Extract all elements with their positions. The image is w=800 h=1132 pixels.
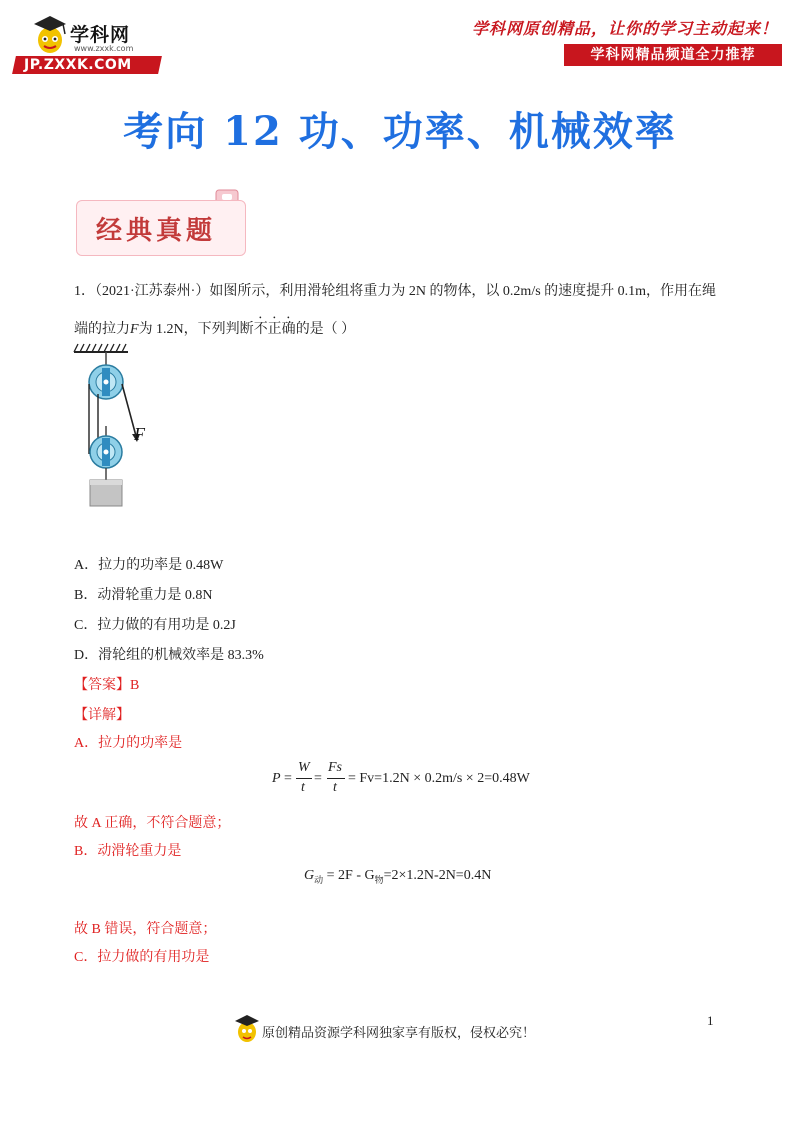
detail-b-conclusion: 故 B 错误，符合题意； xyxy=(74,922,217,937)
question-source: （2021·江苏泰州·） xyxy=(95,284,210,299)
formula-eq1: = xyxy=(284,771,292,786)
formula-sub-dong: 动 xyxy=(314,874,324,885)
question-text-2a: 端的拉力 xyxy=(74,322,130,337)
formula-p: P xyxy=(272,771,281,786)
question-number: 1． xyxy=(74,284,95,299)
option-d: D．滑轮组的机械效率是 83.3% xyxy=(74,648,264,663)
option-c: C．拉力做的有用功是 0.2J xyxy=(74,618,236,633)
formula-b-rest: =2×1.2N-2N=0.4N xyxy=(383,868,492,883)
question-line-1 xyxy=(74,282,744,302)
detail-a-conclusion: 故 A 正确，不符合题意； xyxy=(74,816,231,831)
formula-power xyxy=(272,760,572,800)
question-text-2b: 为 1.2N，下列判断 xyxy=(138,322,254,337)
mascot-icon xyxy=(30,14,70,56)
fraction-bar-1 xyxy=(296,778,312,779)
logo-banner-text: JP.ZXXK.COM xyxy=(24,57,132,73)
site-logo[interactable] xyxy=(14,12,164,76)
formula-fs: Fs xyxy=(328,760,342,775)
page-number: 1 xyxy=(707,1013,714,1028)
header-slogan: 学科网原创精品，让你的学习主动起来！ xyxy=(471,19,778,38)
pulley-figure xyxy=(70,342,170,512)
emphasized-text: 不正确 xyxy=(253,322,296,337)
answer-label: 【答案】 xyxy=(74,678,130,693)
formula-t2: t xyxy=(333,780,337,795)
formula-t1: t xyxy=(301,780,305,795)
answer-value: B xyxy=(130,678,140,693)
footer-copyright: 原创精品资源学科网独家享有版权，侵权必究！ xyxy=(262,1026,536,1041)
answer-line xyxy=(74,676,139,696)
question-text-2c: 的是（ ） xyxy=(295,322,356,337)
detail-label: 【详解】 xyxy=(74,708,130,723)
question-text-1: 如图所示，利用滑轮组将重力为 2N 的物体，以 0.2m/s 的速度提升 0.1m，作用在绳 xyxy=(209,284,717,299)
detail-c-intro: C．拉力做的有用功是 xyxy=(74,950,210,965)
force-label: F xyxy=(134,424,145,444)
formula-a-rest: = Fv=1.2N × 0.2m/s × 2=0.48W xyxy=(348,771,530,786)
formula-gravity xyxy=(304,868,544,894)
formula-eq2: = xyxy=(314,771,322,786)
logo-brand-text: 学科网 xyxy=(70,24,131,46)
detail-a-intro: A．拉力的功率是 xyxy=(74,736,183,751)
footer-mascot-icon xyxy=(234,1014,260,1044)
formula-b-mid: = 2F - G xyxy=(323,868,375,883)
formula-sub-wu: 物 xyxy=(374,874,384,885)
section-header: 经典真题 xyxy=(96,216,217,246)
option-b: B．动滑轮重力是 0.8N xyxy=(74,588,213,603)
fraction-bar-2 xyxy=(327,778,345,779)
formula-g: G xyxy=(304,868,315,883)
var-f: F xyxy=(130,322,139,337)
question-line-2 xyxy=(74,314,744,340)
detail-b-intro: B．动滑轮重力是 xyxy=(74,844,182,859)
slogan-banner-text: 学科网精品频道全力推荐 xyxy=(590,47,756,63)
formula-w: W xyxy=(298,760,310,775)
page-title: 考向 12 功、功率、机械效率 xyxy=(123,108,677,155)
option-a: A．拉力的功率是 0.48W xyxy=(74,558,224,573)
logo-url-small: www.zxxk.com xyxy=(74,44,134,53)
